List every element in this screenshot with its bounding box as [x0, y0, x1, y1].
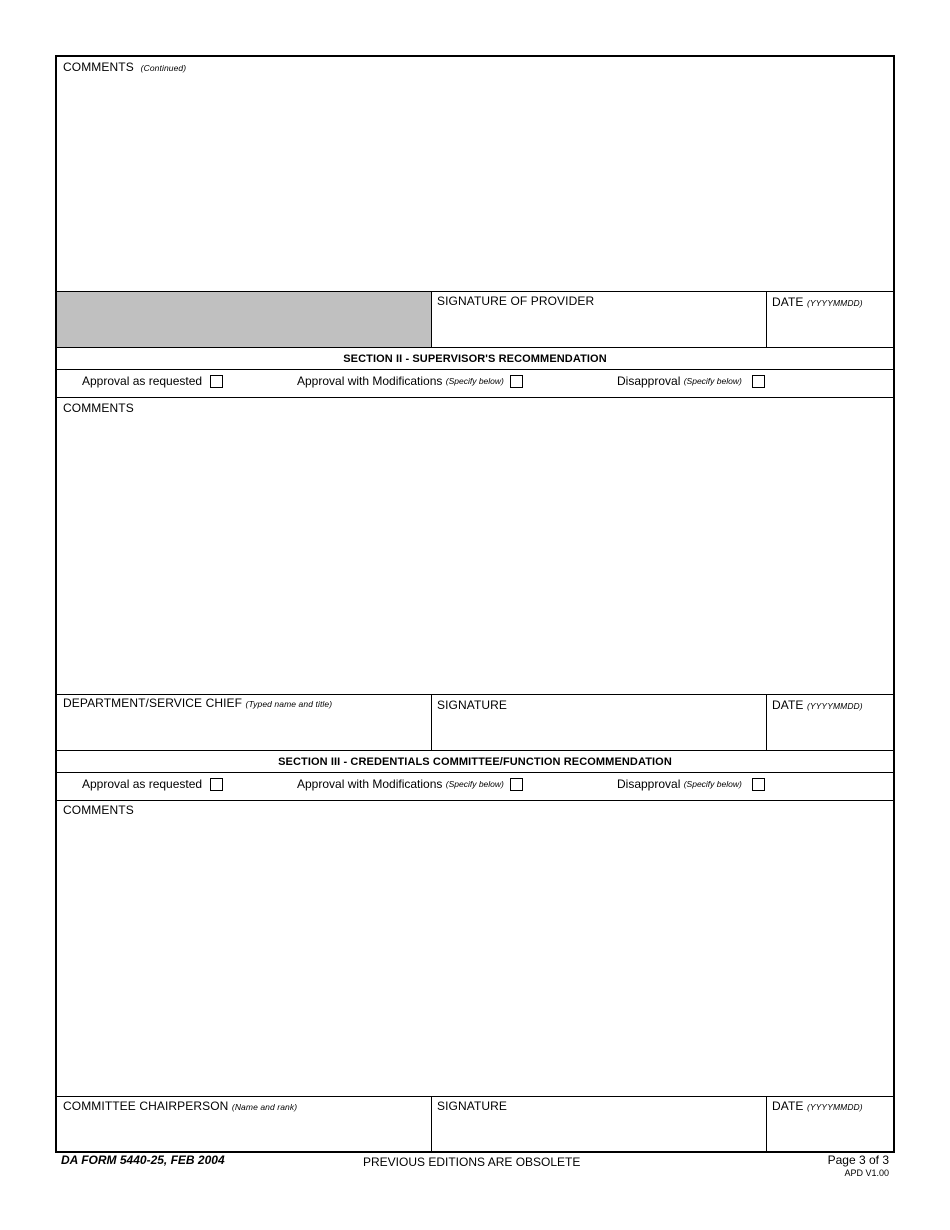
section-iii-header	[57, 751, 893, 773]
department-chief-text: DEPARTMENT/SERVICE CHIEF	[63, 696, 243, 710]
section-iii-signature-row	[57, 1097, 893, 1151]
iii-approval-as-requested-label: Approval as requested	[82, 777, 203, 791]
page-number: Page 3 of 3	[827, 1153, 889, 1167]
ii-approval-as-requested[interactable]	[82, 374, 223, 388]
iii-disapproval[interactable]	[617, 777, 765, 791]
section-iii-options	[57, 773, 893, 801]
ii-approval-with-modifications[interactable]	[297, 374, 523, 388]
comments-continued-area[interactable]	[57, 57, 893, 292]
section-iii-date-label	[772, 1099, 863, 1113]
section-ii-options	[57, 370, 893, 398]
section-ii-comments-area[interactable]	[57, 398, 893, 695]
provider-date-format: (YYYYMMDD)	[806, 298, 863, 308]
iii-approval-with-modifications-note: (Specify below)	[445, 779, 504, 789]
section-iii-title: SECTION III - CREDENTIALS COMMITTEE/FUNCTION RECOMMENDATION	[278, 755, 672, 768]
committee-chairperson-field[interactable]	[57, 1097, 432, 1151]
iii-approval-with-modifications[interactable]	[297, 777, 523, 791]
section-iii-comments-area[interactable]	[57, 801, 893, 1097]
provider-date-text: DATE	[772, 295, 804, 309]
ii-approval-with-modifications-note: (Specify below)	[445, 376, 504, 386]
iii-approval-as-requested[interactable]	[82, 777, 223, 791]
section-ii-date-label	[772, 698, 863, 712]
provider-signature-label: SIGNATURE OF PROVIDER	[437, 294, 595, 308]
iii-disapproval-note: (Specify below)	[683, 779, 742, 789]
shaded-block	[57, 292, 432, 347]
section-ii-signature-field[interactable]	[431, 695, 767, 750]
section-ii-date-field[interactable]	[766, 695, 893, 750]
iii-disapproval-checkbox[interactable]	[752, 778, 765, 791]
committee-chairperson-note: (Name and rank)	[231, 1102, 298, 1112]
section-iii-signature-field[interactable]	[431, 1097, 767, 1151]
department-chief-note: (Typed name and title)	[245, 699, 333, 709]
section-ii-signature-label: SIGNATURE	[437, 698, 508, 712]
provider-date-label	[772, 295, 863, 309]
section-ii-date-format: (YYYYMMDD)	[806, 701, 863, 711]
form-version: APD V1.00	[844, 1168, 889, 1178]
section-iii-comments-label: COMMENTS	[63, 803, 134, 817]
section-ii-date-text: DATE	[772, 698, 804, 712]
committee-chairperson-label	[63, 1099, 297, 1113]
comments-label-text: COMMENTS	[63, 60, 134, 74]
form-identifier: DA FORM 5440-25, FEB 2004	[61, 1153, 225, 1167]
ii-disapproval[interactable]	[617, 374, 765, 388]
ii-approval-with-modifications-label: Approval with Modifications	[297, 374, 443, 388]
provider-signature-row	[57, 292, 893, 348]
ii-disapproval-note: (Specify below)	[683, 376, 742, 386]
section-ii-signature-row	[57, 695, 893, 751]
committee-chairperson-text: COMMITTEE CHAIRPERSON	[63, 1099, 229, 1113]
ii-disapproval-checkbox[interactable]	[752, 375, 765, 388]
iii-disapproval-label: Disapproval	[617, 777, 681, 791]
ii-disapproval-label: Disapproval	[617, 374, 681, 388]
comments-continued-note: (Continued)	[140, 63, 187, 73]
section-ii-title: SECTION II - SUPERVISOR'S RECOMMENDATION	[343, 352, 607, 365]
section-ii-comments-label: COMMENTS	[63, 401, 134, 415]
iii-approval-with-modifications-label: Approval with Modifications	[297, 777, 443, 791]
section-iii-date-text: DATE	[772, 1099, 804, 1113]
form-page	[55, 55, 895, 1153]
comments-continued-label	[63, 60, 186, 74]
provider-signature-field[interactable]	[431, 292, 767, 347]
obsolete-notice: PREVIOUS EDITIONS ARE OBSOLETE	[363, 1155, 581, 1169]
department-chief-label	[63, 696, 332, 710]
section-iii-signature-label: SIGNATURE	[437, 1099, 508, 1113]
iii-approval-as-requested-checkbox[interactable]	[210, 778, 223, 791]
ii-approval-as-requested-label: Approval as requested	[82, 374, 203, 388]
department-chief-field[interactable]	[57, 695, 432, 750]
iii-approval-with-modifications-checkbox[interactable]	[510, 778, 523, 791]
section-ii-header	[57, 348, 893, 370]
provider-date-field[interactable]	[766, 292, 893, 347]
section-iii-date-field[interactable]	[766, 1097, 893, 1151]
ii-approval-with-modifications-checkbox[interactable]	[510, 375, 523, 388]
section-iii-date-format: (YYYYMMDD)	[806, 1102, 863, 1112]
ii-approval-as-requested-checkbox[interactable]	[210, 375, 223, 388]
